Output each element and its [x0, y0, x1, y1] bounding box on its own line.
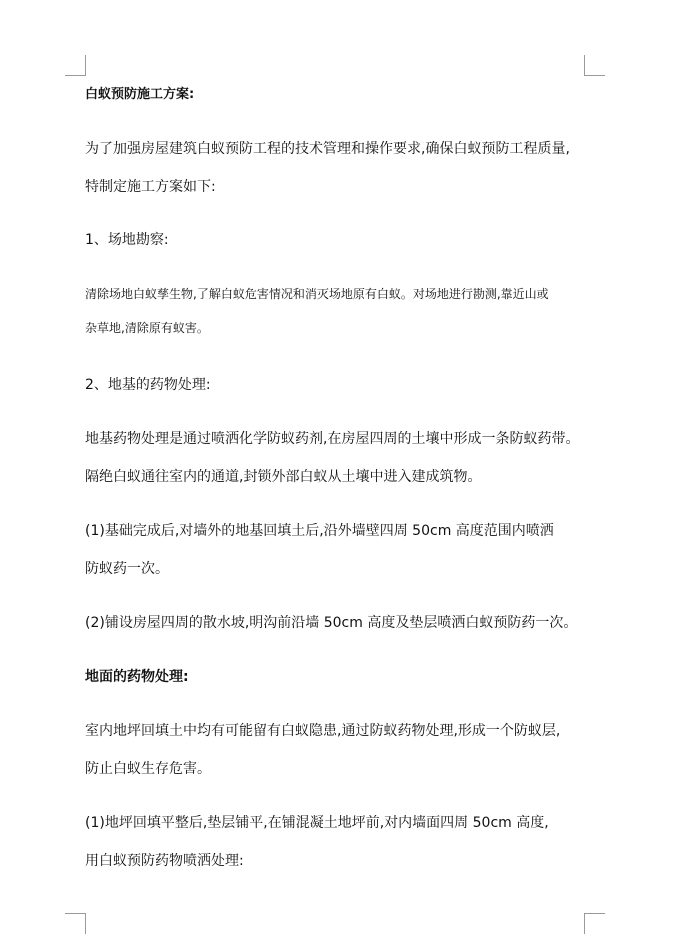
- section-3-item-1-line-1: (1)地坪回填平整后,垫层铺平,在铺混凝土地坪前,对内墙面四周 50cm 高度,: [85, 815, 549, 831]
- page-corner-mark-top-left: [65, 55, 86, 76]
- section-2-item-2: (2)铺设房屋四周的散水坡,明沟前沿墙 50cm 高度及垫层喷洒白蚁预防药一次。: [85, 615, 578, 631]
- section-2-item-1-line-1: (1)基础完成后,对墙外的地基回填土后,沿外墙壁四周 50cm 高度范围内喷洒: [85, 523, 554, 539]
- page-corner-mark-top-right: [584, 55, 605, 76]
- section-3-para-line-1: 室内地坪回填土中均有可能留有白蚁隐患,通过防蚁药物处理,形成一个防蚁层,: [85, 723, 561, 739]
- page-corner-mark-bottom-right: [584, 913, 605, 934]
- section-1-heading: 1、场地勘察:: [85, 232, 169, 248]
- document-title: 白蚁预防施工方案:: [85, 87, 195, 102]
- intro-line-2: 特制定施工方案如下:: [85, 179, 216, 195]
- section-1-line-1: 清除场地白蚁孳生物,了解白蚁危害情况和消灭场地原有白蚁。对场地进行勘测,靠近山或: [85, 287, 549, 301]
- intro-line-1: 为了加强房屋建筑白蚁预防工程的技术管理和操作要求,确保白蚁预防工程质量,: [85, 141, 570, 157]
- section-3-para-line-2: 防止白蚁生存危害。: [85, 761, 211, 777]
- section-1-line-2: 杂草地,清除原有蚁害。: [85, 321, 209, 335]
- section-2-para-line-1: 地基药物处理是通过喷洒化学防蚁药剂,在房屋四周的土壤中形成一条防蚁药带。: [85, 431, 580, 447]
- section-2-item-1-line-2: 防蚁药一次。: [85, 561, 169, 577]
- section-2-heading: 2、地基的药物处理:: [85, 377, 211, 393]
- page-corner-mark-bottom-left: [65, 913, 86, 934]
- section-3-heading: 地面的药物处理:: [85, 669, 189, 685]
- section-2-para-line-2: 隔绝白蚁通往室内的通道,封锁外部白蚁从土壤中进入建成筑物。: [85, 469, 482, 485]
- section-3-item-1-line-2: 用白蚁预防药物喷洒处理:: [85, 853, 244, 869]
